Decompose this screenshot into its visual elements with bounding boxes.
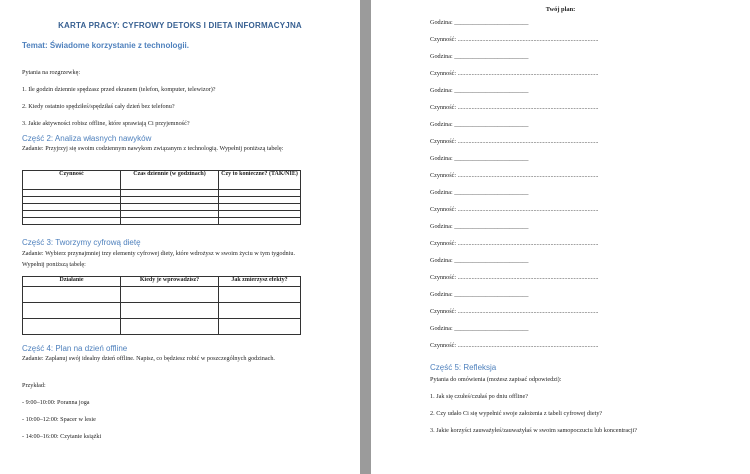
- table-cell[interactable]: [23, 197, 121, 204]
- table-cell[interactable]: [219, 218, 301, 225]
- warmup-label: Pytania na rozgrzewkę:: [22, 69, 81, 76]
- worksheet-page-1: [0, 0, 360, 474]
- table-header: Kiedy je wprowadzisz?: [121, 277, 219, 287]
- part2-instruction: Zadanie: Przyjrzyj się swoim codziennym nawykom związanym z technologią. Wypełnij poniższą tabelę:: [22, 145, 284, 152]
- example-item: - 9:00–10:00: Poranna joga: [22, 399, 90, 406]
- table-cell[interactable]: [121, 211, 219, 218]
- plan-hour-field[interactable]: Godzina: ________________________: [430, 325, 529, 332]
- plan-activity-field[interactable]: Czynność: ...........................................................................................: [430, 274, 599, 281]
- plan-activity-field[interactable]: Czynność: ...........................................................................................: [430, 342, 599, 349]
- reflection-question: 3. Jakie korzyści zauważyłeś/zauważyłaś w swoim samopoczuciu lub koncentracji?: [430, 427, 638, 434]
- topic-heading: Temat: Świadome korzystanie z technologii.: [22, 41, 189, 50]
- plan-activity-field[interactable]: Czynność: ...........................................................................................: [430, 240, 599, 247]
- table-cell[interactable]: [219, 190, 301, 197]
- table-cell[interactable]: [219, 211, 301, 218]
- digital-diet-table: [22, 276, 301, 335]
- reflection-question: 1. Jak się czułeś/czułaś po dniu offline?: [430, 393, 528, 400]
- table-row: [23, 197, 301, 204]
- table-cell[interactable]: [219, 303, 301, 319]
- plan-hour-field[interactable]: Godzina: ________________________: [430, 223, 529, 230]
- table-cell[interactable]: [23, 303, 121, 319]
- part3-instruction: Zadanie: Wybierz przynajmniej trzy elementy cyfrowej diety, które wdrożysz w swoim życiu w tym tygodniu. Wypełnij poniższą tabelę:: [22, 250, 295, 268]
- table-row: [23, 211, 301, 218]
- reflection-question: 2. Czy udało Ci się wypełnić swoje założenia z tabeli cyfrowej diety?: [430, 410, 603, 417]
- plan-title: Twój plan:: [545, 6, 576, 13]
- example-item: - 14:00–16:00: Czytanie książki: [22, 433, 102, 440]
- table-cell[interactable]: [23, 204, 121, 211]
- example-item: - 10:00–12:00: Spacer w lesie: [22, 416, 96, 423]
- table-row: [23, 319, 301, 335]
- table-cell[interactable]: [23, 218, 121, 225]
- worksheet-page-2: [371, 0, 750, 474]
- part5-intro: Pytania do omówienia (możesz zapisać odpowiedzi):: [430, 376, 562, 383]
- plan-activity-field[interactable]: Czynność: ...........................................................................................: [430, 70, 599, 77]
- plan-hour-field[interactable]: Godzina: ________________________: [430, 53, 529, 60]
- plan-hour-field[interactable]: Godzina: ________________________: [430, 189, 529, 196]
- warmup-question: 3. Jakie aktywności robisz offline, które sprawiają Ci przyjemność?: [22, 120, 190, 127]
- table-cell[interactable]: [121, 197, 219, 204]
- table-cell[interactable]: [219, 319, 301, 335]
- plan-activity-field[interactable]: Czynność: ...........................................................................................: [430, 36, 599, 43]
- plan-activity-field[interactable]: Czynność: ...........................................................................................: [430, 206, 599, 213]
- table-row: [23, 218, 301, 225]
- table-cell[interactable]: [121, 319, 219, 335]
- table-header: Czynność: [23, 171, 121, 190]
- table-header: Czy to konieczne? (TAK/NIE): [219, 171, 301, 190]
- table-cell[interactable]: [121, 303, 219, 319]
- table-cell[interactable]: [219, 204, 301, 211]
- plan-activity-field[interactable]: Czynność: ...........................................................................................: [430, 104, 599, 111]
- table-row: [23, 303, 301, 319]
- part3-heading: Część 3: Tworzymy cyfrową dietę: [22, 238, 141, 247]
- plan-hour-field[interactable]: Godzina: ________________________: [430, 155, 529, 162]
- table-cell[interactable]: [23, 190, 121, 197]
- part4-instruction: Zadanie: Zaplanuj swój idealny dzień offline. Napisz, co będziesz robić w poszczególnych godzinach.: [22, 355, 275, 362]
- table-cell[interactable]: [23, 211, 121, 218]
- part5-heading: Część 5: Refleksja: [430, 363, 497, 372]
- table-header: Czas dziennie (w godzinach): [121, 171, 219, 190]
- habits-table: [22, 170, 301, 225]
- table-cell[interactable]: [219, 287, 301, 303]
- table-cell[interactable]: [23, 319, 121, 335]
- table-cell[interactable]: [121, 204, 219, 211]
- part2-heading: Część 2: Analiza własnych nawyków: [22, 134, 152, 143]
- plan-hour-field[interactable]: Godzina: ________________________: [430, 19, 529, 26]
- table-header: Jak zmierzysz efekty?: [219, 277, 301, 287]
- table-row: [23, 190, 301, 197]
- warmup-question: 1. Ile godzin dziennie spędzasz przed ekranem (telefon, komputer, telewizor)?: [22, 86, 216, 93]
- plan-hour-field[interactable]: Godzina: ________________________: [430, 121, 529, 128]
- plan-hour-field[interactable]: Godzina: ________________________: [430, 291, 529, 298]
- table-cell[interactable]: [23, 287, 121, 303]
- table-cell[interactable]: [121, 287, 219, 303]
- part4-heading: Część 4: Plan na dzień offline: [22, 344, 128, 353]
- plan-activity-field[interactable]: Czynność: ...........................................................................................: [430, 172, 599, 179]
- table-row: [23, 287, 301, 303]
- plan-activity-field[interactable]: Czynność: ...........................................................................................: [430, 308, 599, 315]
- worksheet-title: KARTA PRACY: CYFROWY DETOKS I DIETA INFORMACYJNA: [58, 21, 302, 30]
- plan-hour-field[interactable]: Godzina: ________________________: [430, 257, 529, 264]
- example-label: Przykład:: [22, 382, 46, 389]
- table-cell[interactable]: [219, 197, 301, 204]
- table-cell[interactable]: [121, 190, 219, 197]
- plan-hour-field[interactable]: Godzina: ________________________: [430, 87, 529, 94]
- plan-activity-field[interactable]: Czynność: ...........................................................................................: [430, 138, 599, 145]
- table-cell[interactable]: [121, 218, 219, 225]
- table-header: Działanie: [23, 277, 121, 287]
- table-row: [23, 204, 301, 211]
- warmup-question: 2. Kiedy ostatnio spędziłeś/spędziłaś cały dzień bez telefonu?: [22, 103, 175, 110]
